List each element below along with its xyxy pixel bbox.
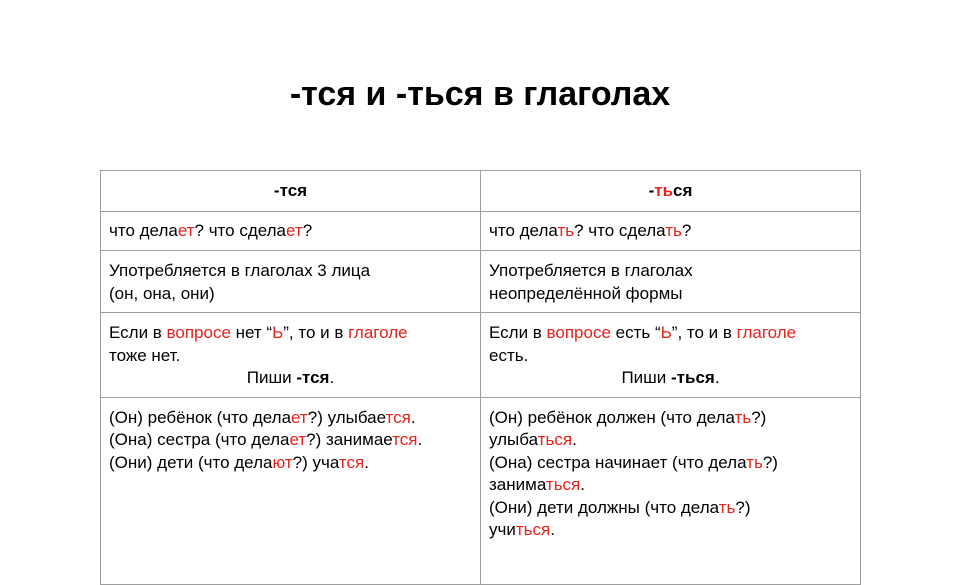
table-row xyxy=(101,397,861,584)
rule-cell-right: Если в вопросе есть “Ь”, то и в глаголе есть. Пиши -ться. xyxy=(481,313,861,398)
table-row xyxy=(101,313,861,398)
rule-instruction-left: Пиши -тся. xyxy=(246,368,335,387)
rule-instruction-right: Пиши -ться. xyxy=(621,368,720,387)
header-tsya: -тся xyxy=(101,171,481,212)
table-row xyxy=(101,251,861,313)
table-row xyxy=(101,211,861,251)
rule-cell-left: Если в вопросе нет “Ь”, то и в глаголе тоже нет. Пиши -тся. xyxy=(101,313,481,398)
usage-cell-left: Употребляется в глаголах 3 лица (он, она, они) xyxy=(101,251,481,313)
usage-cell-right: Употребляется в глаголах неопределённой формы xyxy=(481,251,861,313)
examples-cell-right: (Он) ребёнок должен (что делать?) улыбаться. (Она) сестра начинает (что делать?) заниматься. (Они) дети должны (что делать?) учиться. xyxy=(481,397,861,584)
question-cell-left: что делает? что сделает? xyxy=(101,211,481,251)
question-cell-right: что делать? что сделать? xyxy=(481,211,861,251)
table-header-row xyxy=(101,171,861,212)
rules-table xyxy=(100,170,861,585)
header-tsya-soft: -ться xyxy=(481,171,861,212)
examples-cell-left: (Он) ребёнок (что делает?) улыбается. (Она) сестра (что делает?) занимается. (Они) дети (что делают?) учатся. xyxy=(101,397,481,584)
page-title: -тся и -ться в глаголах xyxy=(289,75,671,113)
